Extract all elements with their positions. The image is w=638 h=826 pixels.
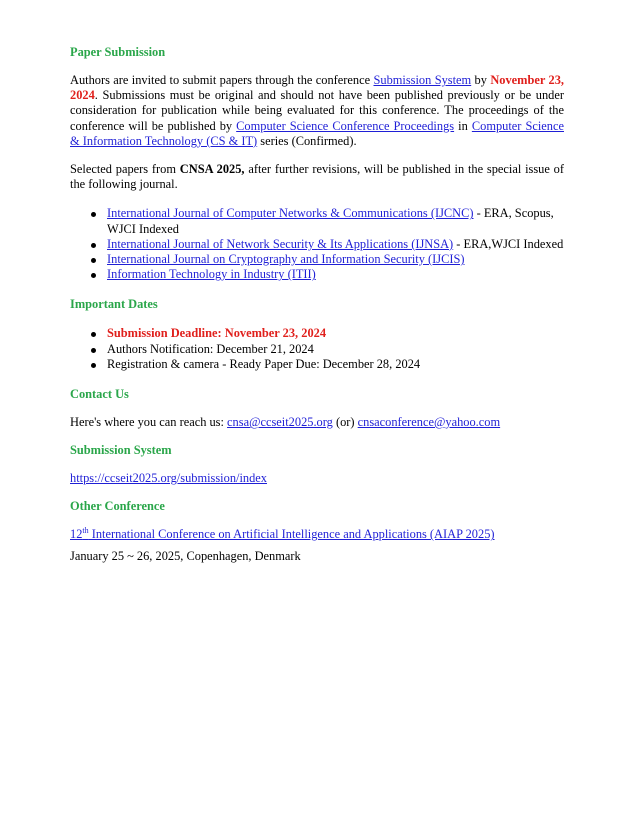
text: Authors are invited to submit papers through the conference bbox=[70, 73, 374, 87]
registration-item: Registration & camera - Ready Paper Due: December 28, 2024 bbox=[107, 357, 564, 372]
submission-url-link[interactable]: https://ccseit2025.org/submission/index bbox=[70, 471, 267, 486]
list-item bbox=[107, 206, 564, 236]
text: (or) bbox=[332, 415, 358, 430]
ijnsa-link[interactable]: International Journal of Network Security & Its Applications (IJNSA) bbox=[107, 236, 454, 251]
journal-indexing: - ERA,WJCI Indexed bbox=[453, 236, 564, 251]
selected-papers-paragraph bbox=[70, 162, 564, 192]
ordinal-suffix: th bbox=[82, 526, 89, 536]
email-link-primary[interactable]: cnsa@ccseit2025.org bbox=[227, 415, 333, 430]
important-dates-heading: Important Dates bbox=[70, 297, 158, 312]
text: in bbox=[454, 118, 472, 133]
deadline-date: November 23, 2024 bbox=[70, 73, 564, 103]
text: Here's where you can reach us: bbox=[70, 415, 228, 430]
document-page bbox=[70, 38, 564, 564]
journal-list bbox=[70, 206, 564, 282]
contact-heading: Contact Us bbox=[70, 387, 129, 402]
text: series (Confirmed). bbox=[257, 133, 357, 148]
itii-link[interactable]: Information Technology in Industry (ITII) bbox=[107, 267, 316, 282]
submission-deadline-item: Submission Deadline: November 23, 2024 bbox=[107, 326, 564, 341]
email-link-secondary[interactable]: cnsaconference@yahoo.com bbox=[357, 415, 501, 430]
notification-item: Authors Notification: December 21, 2024 bbox=[107, 342, 564, 357]
conference-link-paragraph bbox=[70, 527, 564, 542]
journal-indexing: - ERA, Scopus, WJCI Indexed bbox=[107, 206, 554, 236]
submission-paragraph bbox=[70, 73, 564, 149]
other-conference-heading: Other Conference bbox=[70, 499, 165, 514]
text: . Submissions must be original and should not have been published previously or be under consideration for publication while being evaluated for this conference. The proceedings of the conference will be published by bbox=[70, 88, 564, 133]
conference-dates: January 25 ~ 26, 2025, Copenhagen, Denmark bbox=[70, 548, 301, 563]
list-item bbox=[107, 237, 564, 252]
ijcnc-link[interactable]: International Journal of Computer Networks & Communications (IJCNC) bbox=[107, 206, 474, 221]
dates-list bbox=[70, 326, 564, 372]
conference-name: CNSA 2025, bbox=[179, 162, 245, 177]
text: Selected papers from bbox=[70, 162, 180, 177]
proceedings-link[interactable]: Computer Science Conference Proceedings bbox=[236, 118, 455, 133]
submission-url-paragraph bbox=[70, 471, 564, 486]
ijcis-link[interactable]: International Journal on Cryptography and Information Security (IJCIS) bbox=[107, 252, 465, 267]
ordinal-number: 12 bbox=[70, 527, 83, 542]
list-item bbox=[107, 267, 564, 282]
aiap-conference-link[interactable] bbox=[70, 527, 495, 541]
text: after further revisions, will be published in the special issue of the following journal. bbox=[70, 162, 564, 192]
list-item bbox=[107, 252, 564, 267]
text: by bbox=[471, 73, 491, 87]
cs-it-link[interactable]: Computer Science & Information Technology (CS & IT) bbox=[70, 118, 564, 148]
submission-system-heading: Submission System bbox=[70, 443, 172, 458]
paper-submission-heading: Paper Submission bbox=[70, 45, 166, 59]
conference-title: International Conference on Artificial Intelligence and Applications (AIAP 2025) bbox=[88, 527, 495, 542]
submission-system-link[interactable]: Submission System bbox=[373, 73, 472, 87]
contact-paragraph bbox=[70, 415, 564, 430]
